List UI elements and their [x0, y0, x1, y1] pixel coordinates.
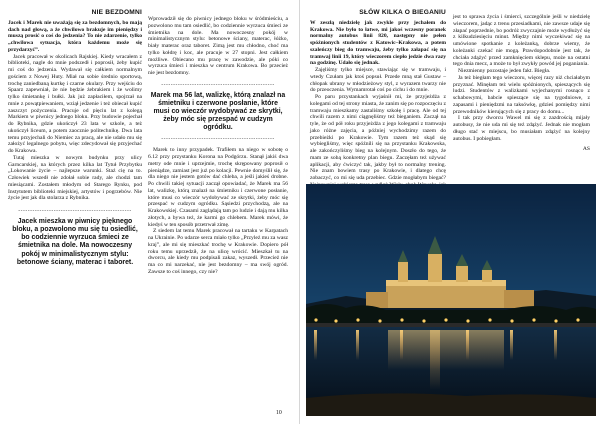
article-paragraph: Z siedem lat temu Marek pracował na tartaku w Karpatach na Ukrainie. Po udarze serca miało tylko „Przyleż mu za wasz kraj”, ale mi się mieszkać trochę w Krakowie. Dopiero pół roku temu uprzedził, że na ulicę wrócić. Mieszkał tu na dworcu, ale kiedy mu podpisali zakaz, wyszedł. Przecież nie ma co mi narzekać, nie jest bezdomny – ma swój ogród. Zawsze to coś innego, czy nie?: [148, 228, 288, 275]
article-lead: W zeszłą niedzielę jak zwykle przy jechałem do Krakowa. Nie było to łatwe, mi jakoś wczesny poranek normalny autobus linii 820, następny nie pełen spóźnionych studentów z Katowic–Krakowa, a potem szaleńczy bieg do tramwaju, żeby tylko załapać się na tramwaj linii 19, który wieczorem ciepło jedzie dwa razy na godzinę. Udało się jednak.: [310, 19, 446, 67]
left-column-2: [148, 16, 288, 276]
pullquote-text: Marek ma 56 lat, walizkę, którą znalazł na śmietniku i czerwone posłanie, które musi co wieczór wydobywać ze skrytki, żeby móc się przespać w cudzym ogródku.: [150, 91, 286, 132]
article-paragraph: Marek to inny przypadek. Trafiłem na niego w sobotę o 6.12 przy przystanku Korona na Podgórzu. Stanął jakiś dwa metry ode mnie i uprzejmie, trochę skrępowany poprosił o pieniądze, zamiast jest już po kolacji. Pewnie domyślił się, że dla niego nie jestem gotów dać chleba, a jeśli jakieś drobne. Po chwili takiej sytuacji zaczął opowiadać, że Marek ma 56 lat, walizkę, którą znalazł na śmietniku i czerwone posłanie, które musi co wieczór wydobywać ze skrytki, żeby móc się przespać w cudzym ogródku. Sąsiedzi przychodzą, ale na Krakowskiej. Czasami zaglądają tam po ludzie i dają mu kilka złotych, a bywa też, że karmi go chlebem. Marek mówi, że kiedyś w ten sposób przetrwał zimę.: [148, 147, 288, 228]
right-column-1: [310, 10, 446, 195]
article-paragraph: jest to sprawa życia i śmierci, szczególnie jeśli w niedzielę wieczorem, jadąc z trenu przesiadkami, nie zawsze udaje się złapać poprzednie, bo podróż zwyczajnie może wydłużyć się z kilkudziesięciu minut. Między nimi wyczekiwać się na umówione spotkanie z koleżanką, dobrze wiemy, że koleżanki czekać nie mogą. Prawdopodobnie jest tak, że chciała zdążyć przed zamknięciem sklepu, może na ostatni tego dnia mecz, a może to był zwykły powód jej poganiania.: [453, 14, 590, 68]
pullquote-rule: ------------------------------------------------: [161, 81, 275, 88]
article-paragraph: Niezmienny pozostaje jeden fakt. Biegła.: [458, 68, 551, 74]
article-title-bieganie: SŁÓW KILKA O BIEGANIU: [359, 9, 446, 16]
article-paragraph: Po paru przystankach wyjaśnił mi, że przyjeżdża z kolegami od tej strony miasta, że zanim się po rozpoczęciu z tramwaju mieszkamy zastaliśmy szkołę i pracę. Ale od tej chwili razem z nimi ciągnęliśmy też bieganiem. Zaczął na tyle, że od pół roku przyjeżdża z jego kolegami z tramwaju jako różne zajęcia, a później wychodzimy razem do przebieżki po Krakowie. Tym razem też skąd się wybiegliśmy, więc spóźnili się na przystanku Krakowska, ale zakończyliśmy bieg na kolejnym. Doszło do tego, że mam ze sobą konkretny plan biegu. Zaczęłam też używać aplikacji, aby ćwiczyć tak, jakby był to normalny trening. Nie znam bowiem trasy po Krakowie, i dlatego chcę zobaczyć, co mi się uda przebiec. Gdzie mogłabym biegać?: [310, 94, 446, 181]
article-paragraph: Wprowadził się do piwnicy jednego bloku w śródmieściu, a pozwolono mu tam osiedlić, bo codziennie wyrzuca śmieci ze śmietnika na dole. Ma nowoczesny pokój w minimalistycznym stylu: betonowe ściany, materac, łóżko, biały materac oraz taboret. Zimą jest mu chłodno, choć ma tylko kołdrę i koc, ale pracuje w 27 stopni. Jest całkiem możliwe. Obiecano mu pracę w zawodzie, ale póki co wyrzuca śmieci i mieszka w centrum Krakowa. Bo przecież nie jest bezdomny.: [148, 16, 288, 76]
pullquote-rule: ------------------------------------------------: [161, 135, 275, 142]
article-lead: Jacek i Marek nie uważają się za bezdomnych, bo mają dach nad głową, a że chwilowo brakuje im pieniędzy i muszą prosić o coś do jedzenia? To nie zdarzenie, tylko „chwilowa sytuacja, która każdemu może się przydarzyć”.: [8, 19, 142, 53]
pullquote-jacek: [8, 208, 142, 267]
embankment: [306, 323, 596, 327]
right-column-2: [453, 14, 590, 153]
article-paragraph: Zajęliśmy tylko miejsce, stawiając się w tramwaju, i wtedy Czułam jak ktoś popsuł. Przede mną stał Gustaw – chłopak ubrany w młodzieżowy styl, z wyrazem twarzy nie do przeoczenia. Wymamrotał coś po cichu i do mnie.: [310, 67, 446, 94]
article-paragraph: Jacek pracował w okolicach Rajskiej. Kiedy wracałem z biblioteki, nagle do mnie podszedł i poprosił, żeby kupić mi coś do jedzenia. Wydawał się całkiem normalnym gościem z Nowej Huty. Miał na sobie średnio sportową, trochę zaniedbaną kurtkę i czarne okulary. Przy wejściu do Spaarz zapewniał, że nie będzie żebrakiem i że wolimy tylko śmietankę i bułki. Jak już zapłaciłem, spojrzał na mnie z powątpiewaniem, wziął jedzenie i też obiecał kupić zaszczyt pożyczenia. Pracuje od pięciu lat z kolegą Markiem w piwnicy jednego bloku. Przy budowie pojechał do Rybnika, gdzie ukończył 23 lata w szkole, a też ukończył liceum, a potem zaocznie politechnikę. Dwa lata temu przyjechali do Niemiec za pracą, ale nie udało mu się założyć legalnego pobytu, więc zdecydował się przyjechać do Krakowa.: [8, 53, 142, 154]
author-signature: AS: [582, 146, 590, 153]
pullquote-text: Jacek mieszka w piwnicy pięknego bloku, a pozwolono mu się tu osiedlić, bo codziennie wyrzuca śmieci ze śmietnika na dole. Ma nowoczesny pokój w minimalistycznym stylu: betonowe ściany, materac i taboret.: [12, 217, 138, 266]
pullquote-rule: ------------------------------------------------: [18, 208, 132, 214]
article-paragraph: I tak przy dworcu Wawel mi się z zazdrością mijały autobusy, że nie uda mi się też zdążyć. Jednak nie mogłam długo stać w miejscu, bo musiałam zdążyć na kolejny autobus. I pobiegłam.: [453, 115, 590, 142]
article-paragraph: Ja też biegłam tego wieczoru, więcej razy niż chciałabym przyznać. Minęłam też wielu spóźnionych, spieszących się ludzi. Studentów z walizkami wyjechanymi rosnąco z schabowymi, babcie spieszące się na tygodniowe, z zapasami i pieniędzmi na taksówkę, gdzieś pomiędzy nimi przewodników kierujących się z pracy do domu...: [453, 74, 590, 115]
photo-illustration: [306, 184, 596, 416]
article-title-nie-bezdomni: NIE BEZDOMNI: [91, 9, 142, 16]
article-paragraph: Tutaj mieszka w nowym budynku przy ulicy Garncarskiej, na których przez kilka lat Tytuł Przybytku „Lokowanie życie – najlepsze warunki. Staż cię na to. Człowiek wszedł nie zdołał sobie rady, ale chodzi tam miesiącami. Zostałem młodym od Starego Rynku, pod Instytutem biblioteki miejskiej, artystów i pogrzebów. Nie życie jest jak dla stolarza z Rybnika.: [8, 154, 142, 202]
left-column-1: [8, 10, 142, 267]
page-number: 10: [276, 410, 282, 416]
pullquote-marek: [148, 82, 288, 143]
wawel-night-photo: [306, 184, 596, 416]
foreground-bank: [306, 393, 596, 416]
